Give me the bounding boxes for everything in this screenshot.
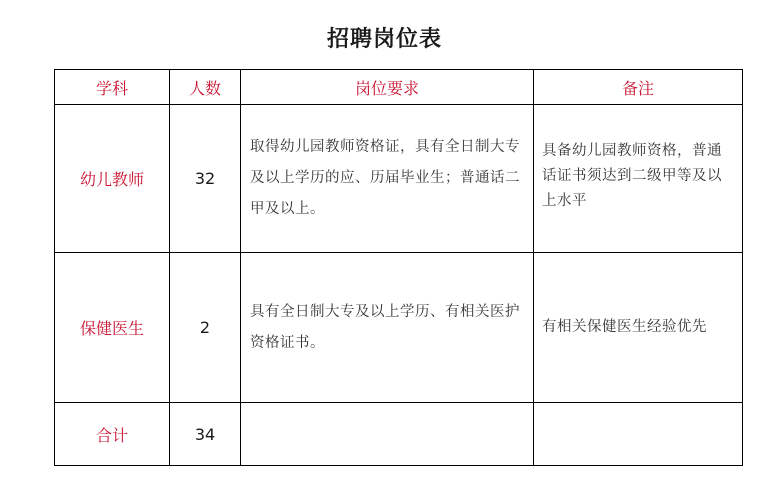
note-text: 有相关保健医生经验优先 [542,319,707,335]
subject-cell: 保健医生 [55,253,170,403]
note-cell [534,105,743,253]
page-title: 招聘岗位表 [326,26,442,52]
total-label-cell: 合计 [55,403,170,466]
note-text: 具备幼儿园教师资格，普通话证书须达到二级甲等及以上水平 [542,143,722,209]
count-cell: 32 [170,105,241,253]
note-cell [534,403,743,466]
header-requirements: 岗位要求 [241,70,534,105]
table-row [55,105,743,253]
requirements-text: 取得幼儿园教师资格证，具有全日制大专及以上学历的应、历届毕业生；普通话二甲及以上。 [250,139,520,217]
table-row [55,253,743,403]
recruitment-table [54,69,743,466]
header-note: 备注 [534,70,743,105]
table-header-row [55,70,743,105]
total-count-cell: 34 [170,403,241,466]
total-row [55,403,743,466]
count-cell: 2 [170,253,241,403]
requirements-cell [241,105,534,253]
header-subject: 学科 [55,70,170,105]
requirements-text: 具有全日制大专及以上学历、有相关医护资格证书。 [250,303,520,351]
header-count: 人数 [170,70,241,105]
subject-cell: 幼儿教师 [55,105,170,253]
requirements-cell [241,253,534,403]
requirements-cell [241,403,534,466]
note-cell [534,253,743,403]
